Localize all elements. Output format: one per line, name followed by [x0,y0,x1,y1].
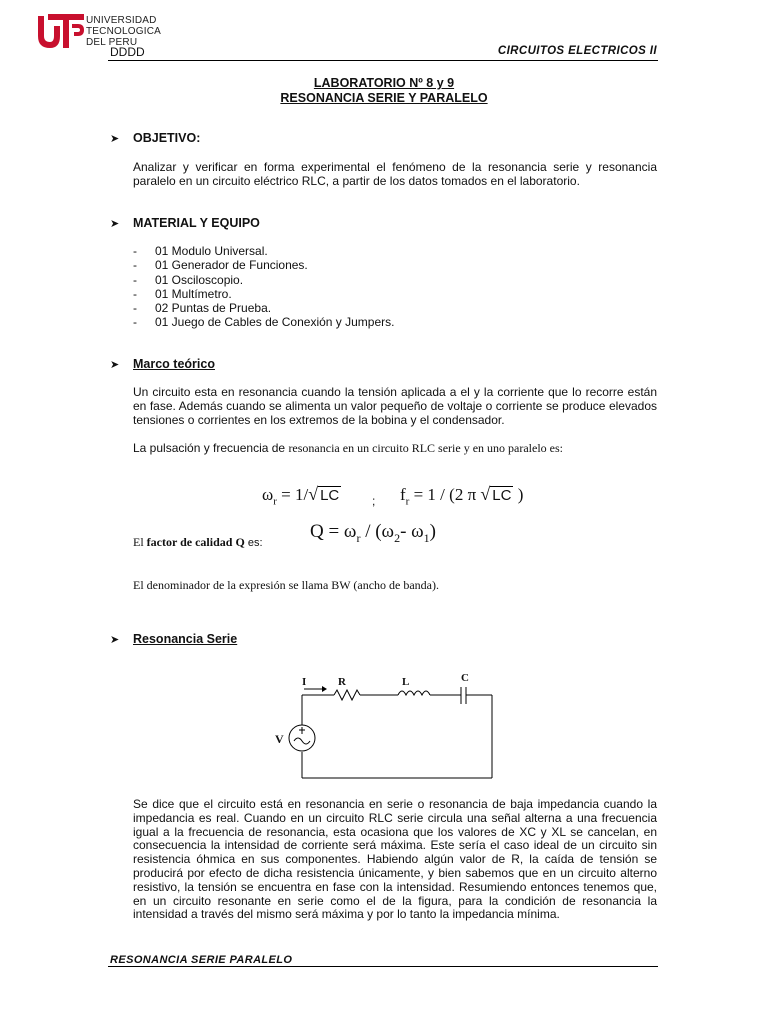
objetivo-text: Analizar y verificar en forma experimental el fenómeno de la resonancia serie y resonancia paralelo en un circuito eléctrico RLC, a partir de los datos tomados en el laboratorio. [133,160,657,188]
sqrt-icon: √ [480,484,491,504]
label-c: C [461,672,469,684]
logo-line-3: DEL PERU [86,37,138,48]
objetivo-heading: OBJETIVO: [133,131,201,145]
logo-line-2: TECNOLOGICA [86,26,161,37]
equation-f-r: $f_r = 1 / (2$ π √ LC ) [400,484,524,508]
marco-paragraph: Un circuito esta en resonancia cuando la tensión aplicada a el y la corriente que lo recorre están en fase. Además cuando se alimenta un valor pequeño de voltaje o corriente se produce elevados tensiones o corrientes en los extremos de la bobina y el condensador. [133,385,657,427]
label-v: V [275,732,284,746]
logo-text [86,15,161,48]
equation-separator: ; [372,494,376,508]
header-left-code: DDDD [110,45,145,59]
header-rule [108,60,658,61]
equation-q: $Q = \omega_r / (\omega_2-$ $\omega_1$) [310,521,436,545]
university-logo [36,12,86,50]
current-arrow-icon [322,686,327,692]
serie-heading: Resonancia Serie [133,632,238,646]
list-item: - 01 Modulo Universal. [133,244,268,258]
equation-omega-r: $\omega_r = 1/√$ LC [262,484,340,508]
footer-rule [108,966,658,967]
quality-factor-intro: El factor de calidad Q es: [133,535,263,549]
utp-logo-icon [36,12,86,50]
list-item: - 01 Multímetro. [133,286,232,301]
lab-subtitle: RESONANCIA SERIE Y PARALELO [280,91,488,105]
bullet-arrow-icon: ➤ [110,634,120,646]
footer-text: RESONANCIA SERIE PARALELO [110,954,293,966]
lab-title: LABORATORIO Nº 8 y 9 [313,76,455,90]
bullet-arrow-icon: ➤ [110,359,120,371]
bullet-arrow-icon: ➤ [110,218,120,230]
list-item: - 01 Osciloscopio. [133,272,244,287]
material-heading: MATERIAL Y EQUIPO [133,216,260,230]
list-item: - 01 Generador de Funciones. [133,258,308,273]
sqrt-icon: √ [308,484,319,504]
material-list [133,244,394,330]
bw-text: El denominador de la expresión se llama BW (ancho de banda). [133,578,440,592]
course-name: CIRCUITOS ELECTRICOS II [497,45,657,57]
logo-line-1: UNIVERSIDAD [86,15,157,26]
serie-paragraph: Se dice que el circuito está en resonancia en serie o resonancia de baja impedancia cuando la impedancia es real. Cuando en un circuito RLC serie circula una señal alterna a una frecuencia igual a la frecuencia de resonancia, esta ocasiona que los valores de XC y XL se cancelan, en consecuencia la intensidad de corriente será máxima. Este sería el caso ideal de un circuito sin resistencia óhmica en sus componentes. Habiendo algún valor de R, la caída de tensión se producirá por efecto de dicha resistencia únicamente, y bien sabemos que en un circuito alterno resistivo, la tensión se encuentra en fase con la intensidad. Resumiendo entonces tenemos que, en un circuito resonante en serie como el de la figura, para la condición de resonancia la intensidad a través del mismo será máxima y por lo tanto la impedancia mínima. [133,797,657,922]
label-r: R [338,676,346,688]
marco-heading: Marco teórico [133,357,215,371]
bullet-arrow-icon: ➤ [110,133,120,145]
label-l: L [402,676,410,688]
list-item: - 01 Juego de Cables de Conexión y Jumpers. [133,315,395,330]
list-item: - 02 Puntas de Prueba. [133,301,272,316]
inductor-symbol [398,691,430,695]
resistor-symbol [334,690,360,700]
marco-intro: La pulsación y frecuencia de resonancia en un circuito RLC serie y en uno paralelo es: [133,441,564,455]
label-i: I [302,676,307,688]
